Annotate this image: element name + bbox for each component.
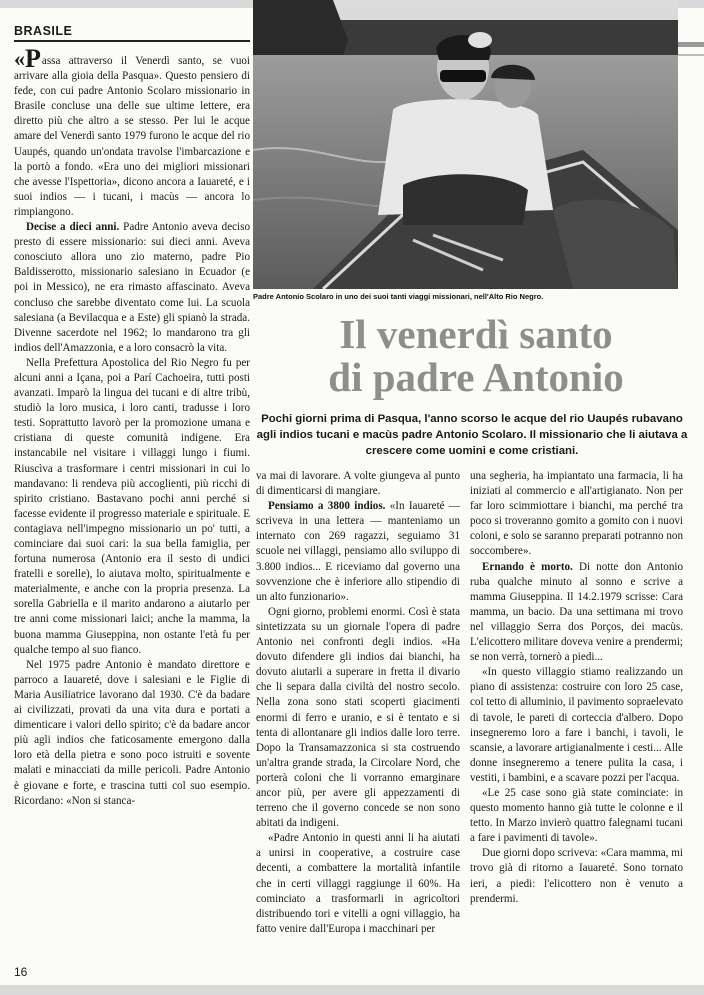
boat-photo-image <box>253 0 678 289</box>
paragraph-text: «In Iauareté — scriveva in una lettera — manteniamo un internato con 269 ragazzi, seguiamo 31 scuole nei villaggi, pensiamo allo sviluppo di 3.800 indios... E riceviamo dal governo una sovvenzione che è inferiore allo stipendio di un alto funzionario». <box>256 500 460 603</box>
column-2 <box>256 469 460 937</box>
column-3 <box>470 469 683 907</box>
paragraph-text: assa attraverso il Venerdì santo, se vuoi arrivare alla gioia della Pasqua». Questo pensiero di fede, con cui padre Antonio Scolaro missionario in Brasile concluse una delle sue ultime lettere, era diretto più che altro a se stesso. Per lui le acque amare del Venerdì santo 1979 furono le acque del rio Uaupés, quando un'ondata travolse l'imbarcazione e la portò a fondo. «Era uno dei migliori missionari che avesse l'Ispettoria», dicono ancora a Iauareté, e i suoi indios — i tucani, i macùs — ancora lo rimpiangono. <box>14 55 250 218</box>
opening-quote: « <box>14 46 25 71</box>
paragraph: Nel 1975 padre Antonio è mandato direttore e parroco a Iauareté, dove i salesiani e le Figlie di Maria Ausiliatrice lavorano dal 1930. C'è da badare ai civilizzati, provati da una vita dura e portati a dimenticare i valori dello spirito; c'è da badare ancor più agli indios che faticosamente emergono dalla loro età della pietra e sono poco istruiti e sovente malati e minacciati da mille pericoli. Padre Antonio è giovane e forte, e trascina tutti col suo esempio. Ricordano: «Non si stanca- <box>14 658 250 807</box>
section-label: BRASILE <box>14 24 73 38</box>
title-line-1: Il venerdì santo <box>339 311 613 357</box>
article-title <box>256 313 696 399</box>
paragraph: «Le 25 case sono già state cominciate: in questo momento hanno già tutte le colonne e il tetto. In Marzo invierò quattro falegnami tucani a fare i pavimenti di tavole». <box>470 786 683 845</box>
title-line-2: di padre Antonio <box>328 354 624 400</box>
paragraph <box>256 499 460 605</box>
paragraph-text: Di notte don Antonio ruba qualche minuto al sonno e scrive a mamma Giuseppina. Il 14.2.1979 scrisse: Cara mamma, un bacio. Da una settimana mi trovo nel villaggio Serra dos Porços, dei macùs. L'elicottero militare doveva venire a prendermi; se non verrà, tornerò a piedi... <box>470 560 683 664</box>
paragraph: va mai di lavorare. A volte giungeva al punto di dimenticarsi di mangiare. <box>256 470 460 498</box>
paragraph: Due giorni dopo scriveva: «Cara mamma, mi trovo già di ritorno a Iauareté. Sono tornato ieri, a piedi: l'elicottero non è venuto a prendermi. <box>470 847 683 905</box>
paragraph: Nella Prefettura Apostolica del Rio Negro fu per alcuni anni a Içana, poi a Parí Cachoeira, tutti posti avanzati. Imparò la lingua dei tucani e di altre tribù, studiò la loro musica, i loro canti, tradusse i loro testi. Soprattutto lavorò per la promozione umana e cristiana di queste comunità indigene. Era instancabile nel visitare i villaggi lungo i fiumi. Riuscìva a trasformare i centri missionari in cui lo mandavano: li rendeva più accoglienti, più ricchi di spirito cristiano. Bastavano pochi anni perché si facesse evidente il progresso materiale e spirituale. E contagiava nell'impegno missionario un po' tutti, a cominciare dai suoi cari: la sua bella famiglia, per fortuna numerosa (Antonio era il sesto di undici fratelli e sorelle), lo aiutava molto, spiritualmente e materialmente, e anche con la propria presenza. La sorella Gabriella e il marito andarono a aiutarlo per tre anni come missionari laici; anche la mamma, la buona mamma Giuseppina, non ostante l'età fu per qualche tempo al suo fianco. <box>14 356 250 656</box>
bottom-border <box>0 985 704 995</box>
subheading: Ernando è morto. <box>482 560 573 573</box>
paragraph: «In questo villaggio stiamo realizzando un piano di assistenza: costruire con loro 25 case, col tetto di alluminio, il pavimento sopraelevato di tavole, le pareti di corteccia d'albero. Dopo insegneremo loro a fare i banchi, i tavoli, le scansie, a lavorare artigianalmente i cesti... Alle donne insegneremo a tenere pulita la casa, i vestiti, i bambini, e a scavare pozzi per l'acqua. <box>470 666 683 784</box>
paragraph <box>14 44 250 220</box>
paragraph: Ogni giorno, problemi enormi. Così è stata sintetizzata su un giornale l'opera di padre Antonio nei confronti degli indios. «Ha dovuto difendere gli indios dai bianchi, ha dovuto aiutarli a superare in fretta il divario che li separa dalla civiltà del nostro secolo. Nella zona sono stati scoperti giacimenti enormi di ferro e uranio, e si è tentato e si tenta di allontanare gli indios dalle loro terre. Dopo la Transamazzonica si sta costruendo un'altra grande strada, la Circolare Nord, che porterà coloni che li vorranno emarginare ancor più, per avere gli appezzamenti di terreno che il governo concede se non sono abitati da indigeni. <box>256 605 460 830</box>
edge-marker-thin <box>676 54 704 56</box>
subheading: Decise a dieci anni. <box>26 221 120 234</box>
column-1 <box>14 44 250 809</box>
drop-cap: P <box>25 44 41 73</box>
edge-marker <box>676 42 704 47</box>
article-photo <box>253 0 678 289</box>
paragraph <box>14 220 250 356</box>
paragraph: «Padre Antonio in questi anni li ha aiutati a unirsi in cooperative, a costruire case decenti, a combattere la mortalità infantile che in certi villaggi raggiunge il 60%. Ha cominciato a trasformarli in agricoltori distribuendo tori e vitelli a ogni villaggio, ha fatto venire dall'Europa i macchinari per <box>256 832 460 935</box>
paragraph <box>470 560 683 666</box>
paragraph: una segheria, ha impiantato una farmacia, li ha iniziati al commercio e all'artigianato. Non per far loro scimmiottare i bianchi, ma perché tra poco si troveranno gomito a gomito con i nuovi coloni, e solo se saranno preparati potranno non soccombere». <box>470 470 683 558</box>
paragraph-text: Padre Antonio aveva deciso presto di essere missionario: sui dieci anni. Aveva conosciuto allora uno zio materno, padre Pio Baldisserotto, missionario salesiano in Ecuador (e poi in Messico), ne era rimasto affascinato. Aveva concluso che sarebbe diventato come lui. La scuola salesiana (a Bevilacqua e a Este) gli spianò la strada. Divenne sacerdote nel 1962; lo mandarono tra gli indios dell'Amazzonia, e a loro consacrò la vita. <box>14 221 250 354</box>
section-divider <box>14 40 250 42</box>
photo-caption: Padre Antonio Scolaro in uno dei suoi tanti viaggi missionari, nell'Alto Rio Negro. <box>253 292 544 301</box>
article-subtitle: Pochi giorni prima di Pasqua, l'anno scorso le acque del rio Uaupés rubavano agli indios tucani e macùs padre Antonio Scolaro. Il missionario che li aiutava a crescere come uomini e come cristiani. <box>256 413 688 457</box>
subheading: Pensiamo a 3800 indios. <box>268 500 386 513</box>
page-number: 16 <box>14 965 28 979</box>
